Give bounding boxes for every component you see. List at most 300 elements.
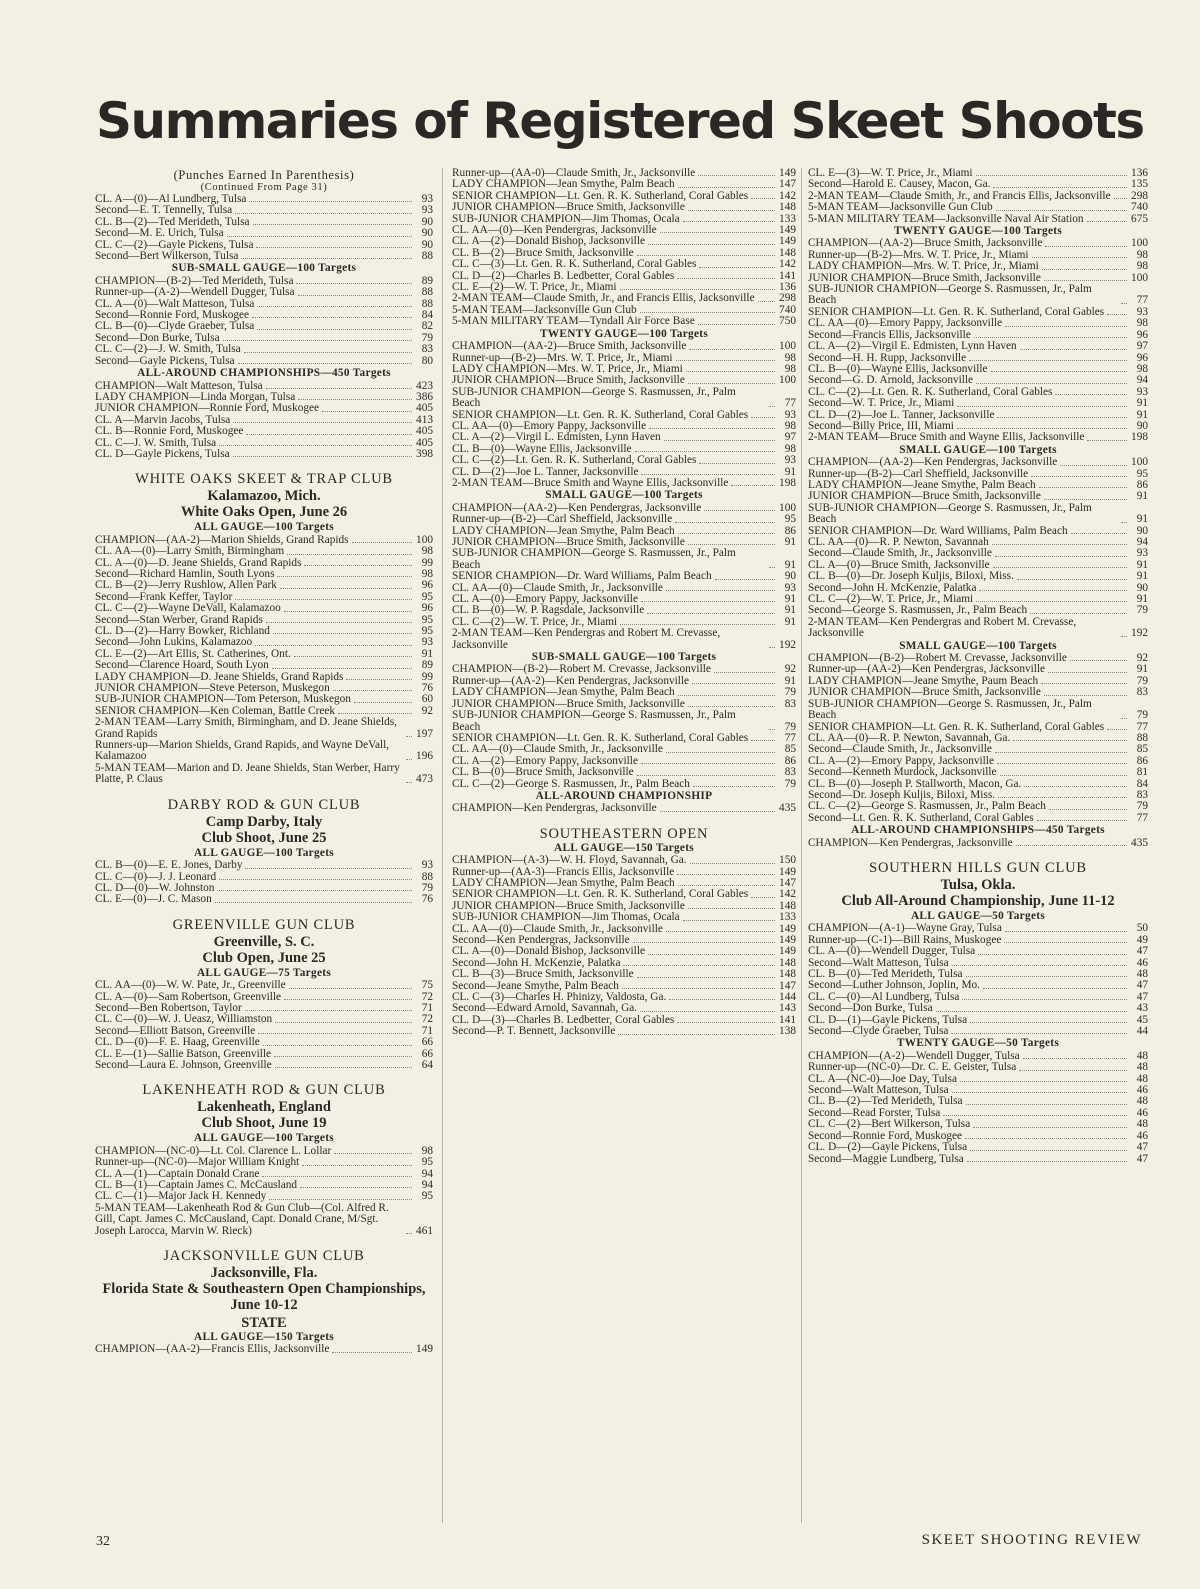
result-entry: SUB-JUNIOR CHAMPION—George S. Rasmussen, Jr., Palm Beach [808,283,1092,307]
dot-leader [1060,465,1127,466]
result-line [452,1026,796,1037]
result-line [808,946,1148,957]
score: 405 [416,425,433,438]
result-entry: Second—Elliott Batson, Greenville [95,1024,256,1037]
result-line [95,603,433,614]
event-heading: ALL GAUGE—100 Targets [194,846,334,859]
result-entry: Second—Claude Smith, Jr., Jacksonville [808,547,992,560]
result-entry: Second—Stan Werber, Grand Rapids [95,613,263,626]
dot-leader [406,759,412,760]
dot-leader [1032,257,1127,258]
result-line [452,316,796,327]
score: 100 [779,501,796,514]
dot-leader [664,440,775,441]
dot-leader [699,463,775,464]
result-line [808,261,1148,272]
result-entry: LADY CHAMPION—Mrs. W. T. Price, Jr., Miami [452,362,683,375]
result-entry: SENIOR CHAMPION—Lt. Gen. R. K. Sutherland, Coral Gables [452,408,749,421]
result-entry: CL. D—(0)—W. Johnston [95,881,215,894]
dot-leader [970,1150,1127,1151]
result-entry: SENIOR CHAMPION—Lt. Gen. R. K. Sutherland, Coral Gables [452,189,749,202]
score: 136 [779,281,796,294]
dot-leader [677,1022,775,1023]
result-entry: SUB-JUNIOR CHAMPION—Jim Thomas, Ocala [452,911,680,924]
result-entry: CL. A—(0)—Emory Pappy, Jacksonville [452,593,638,606]
result-entry: Runner-up—(AA-2)—Ken Pendergras, Jacksonville [808,663,1046,676]
result-line [95,546,433,557]
result-entry: CL. C—J. W. Smith, Tulsa [95,436,217,449]
score: 98 [421,545,433,558]
dot-leader [993,187,1127,188]
score: 76 [421,682,433,695]
result-entry: 2-MAN TEAM—Bruce Smith and Wayne Ellis, Jacksonville [808,431,1085,444]
score: 71 [421,1024,433,1037]
score: 91 [1136,593,1148,606]
score: 149 [779,235,796,248]
dot-leader [678,695,775,696]
score: 91 [1136,558,1148,571]
result-entry: 5-MAN TEAM—Jacksonville Gun Club [452,303,637,316]
result-line [95,740,433,763]
score: 72 [421,990,433,1003]
result-entry: CHAMPION—(B-2)—Robert M. Crevasse, Jacksonville [452,663,711,676]
score: 92 [784,663,796,676]
dot-leader [322,411,412,412]
score: 93 [784,408,796,421]
score: 143 [779,1002,796,1015]
score: 192 [1131,627,1148,640]
score: 100 [779,340,796,353]
result-entry: 2-MAN TEAM—Ken Pendergras and Robert M. Crevasse, Jacksonville [808,615,1077,640]
result-entry: JUNIOR CHAMPION—Ronnie Ford, Muskogee [95,402,320,415]
result-line [452,767,796,778]
dot-leader [298,399,412,400]
dot-leader [302,1165,412,1166]
dot-leader [666,590,775,591]
results-list [808,653,1148,824]
result-entry: CL. D—(2)—Joe L. Tanner, Jacksonville [808,408,995,421]
score: 197 [416,727,433,740]
score: 48 [1136,968,1148,980]
result-entry: CL. A—(2)—Donald Bishop, Jacksonville [452,235,645,248]
result-line [452,710,796,733]
dot-leader [346,679,412,680]
result-entry: CL. B—(0)—Bruce Smith, Jacksonville [452,766,634,779]
result-entry: CL. E—(2)—Art Ellis, St. Catherines, Ont. [95,647,291,660]
result-entry: CL. E—(2)—W. T. Price, Jr., Miami [452,281,617,294]
result-entry: Second—M. E. Urich, Tulsa [95,227,224,240]
results-list [95,276,433,367]
result-entry: CL. AA—(0)—Emory Pappy, Jacksonville [452,419,647,432]
results-list [95,980,433,1071]
score: 46 [1136,1106,1148,1119]
score: 94 [421,1167,433,1180]
result-line [95,287,433,298]
dot-leader [952,1092,1127,1093]
dot-leader [688,706,775,707]
result-entry: CL. A—(0)—Donald Bishop, Jacksonville [452,945,645,958]
club-name: SOUTHEASTERN OPEN [539,825,709,842]
column-1 [95,168,433,1356]
score: 83 [421,343,433,356]
result-entry: CL. AA—(0)—R. P. Newton, Savannah [808,536,989,548]
club-location: Lakenheath, England [197,1099,331,1116]
score: 148 [779,968,796,981]
dot-leader [1020,349,1127,350]
result-entry: CL. C—(2)—George S. Rasmussen, Jr., Palm Beach [452,777,690,790]
dot-leader [235,213,412,214]
dot-leader [235,599,412,600]
score: 66 [421,1047,433,1060]
result-line [452,687,796,698]
club-location: Jacksonville, Fla. [210,1265,318,1282]
result-entry: Second—G. D. Arnold, Jacksonville [808,374,974,387]
result-entry: Second—Edward Arnold, Savannah, Ga. [452,1002,638,1015]
event-heading: TWENTY GAUGE—100 Targets [893,225,1063,238]
result-line [452,375,796,386]
score: 95 [421,1190,433,1203]
result-entry: CHAMPION—Walt Matteson, Tulsa [95,379,263,392]
meet-title: Club Shoot, June 25 [201,829,327,846]
dot-leader [678,187,775,188]
dot-leader [648,244,775,245]
score: 98 [1136,260,1148,273]
score: 298 [779,292,796,305]
club-location: Tulsa, Okla. [940,876,1016,893]
score: 50 [1136,922,1148,935]
dot-leader [249,201,412,202]
result-line [452,478,796,489]
results-list [452,503,796,651]
score: 148 [779,956,796,969]
score: 96 [421,602,433,615]
dot-leader [698,175,775,176]
result-entry: Second—Read Forster, Tulsa [808,1106,941,1119]
score: 47 [1136,979,1148,992]
score: 423 [416,379,433,392]
dot-leader [637,255,775,256]
score: 95 [421,1156,433,1169]
result-line [808,398,1148,409]
result-entry: CL. B—(0)—Dr. Joseph Kuljis, Biloxi, Miss. [808,570,1014,583]
result-entry: CHAMPION—(A-1)—Wayne Gray, Tulsa [808,922,1002,935]
dot-leader [1121,303,1127,304]
score: 79 [1136,604,1148,617]
dot-leader [936,1011,1127,1012]
score: 386 [416,390,433,403]
dot-leader [769,406,775,407]
result-entry: CL. E—(3)—W. T. Price, Jr., Miami [808,168,973,179]
dot-leader [332,1352,412,1353]
result-entry: CL. D—(0)—F. E. Haag, Greenville [95,1036,260,1049]
event-heading: SMALL GAUGE—100 Targets [899,639,1057,652]
result-entry: CL. B—(0)—E. E. Jones, Darby [95,859,243,872]
score: 136 [1131,168,1148,179]
score: 100 [1131,237,1148,250]
result-entry: JUNIOR CHAMPION—Bruce Smith, Jacksonville [808,271,1041,284]
score: 91 [784,674,796,687]
result-line [808,1003,1148,1014]
result-line [95,980,433,991]
dot-leader [245,868,412,869]
result-entry: Runner-up—(AA-3)—Francis Ellis, Jacksonville [452,865,675,878]
dot-leader [751,198,775,199]
dot-leader [266,622,412,623]
result-entry: Runner-up—(A-2)—Wendell Dugger, Tulsa [95,286,295,299]
score: 49 [1136,933,1148,946]
dot-leader [219,445,412,446]
event-heading: ALL-AROUND CHAMPIONSHIP [535,789,713,802]
result-entry: Second—Ben Robertson, Taylor [95,1001,242,1014]
result-line [452,744,796,755]
score: 142 [779,189,796,202]
dot-leader [976,175,1127,176]
result-entry: CL. D—(2)—Harry Bowker, Richland [95,625,270,637]
score: 96 [421,579,433,592]
dot-leader [967,1161,1127,1162]
result-line [95,1060,433,1071]
score: 435 [779,802,796,815]
score: 77 [1136,294,1148,307]
result-entry: SENIOR CHAMPION—Ken Coleman, Battle Creek [95,704,336,717]
dot-leader [751,740,775,741]
results-list [95,860,433,906]
result-entry: Second—W. T. Price, Jr., Miami [808,397,955,410]
result-entry: 5-MAN TEAM—Lakenheath Rod & Gun Club—(Col. Alfred R. Gill, Capt. James C. McCausland, Capt. Donald Crane, M/Sgt. Joseph Larocca, Marvin W. Rieck) [95,1201,389,1237]
score: 147 [779,979,796,992]
score: 91 [784,615,796,628]
dot-leader [238,363,412,364]
dot-leader [623,965,775,966]
dot-leader [1071,533,1127,534]
result-line [95,426,433,437]
result-line [95,449,433,460]
page-title: Summaries of Registered Skeet Shoots [96,92,1144,150]
dot-leader [675,522,775,523]
result-entry: CL. B—(2)—Ted Merideth, Tulsa [808,1095,963,1108]
dot-leader [253,224,412,225]
result-entry: JUNIOR CHAMPION—Bruce Smith, Jacksonville [808,686,1041,699]
dot-leader [952,965,1127,966]
result-entry: Second—Ronnie Ford, Muskogee [95,309,250,322]
column-3 [808,168,1148,1165]
score: 98 [1136,362,1148,375]
score: 95 [784,513,796,526]
result-line [808,432,1148,443]
result-line [452,628,796,651]
score: 100 [1131,456,1148,469]
result-entry: Second—Clyde Graeber, Tulsa [808,1025,949,1038]
result-entry: Second—Bert Wilkerson, Tulsa [95,250,239,263]
score: 100 [779,374,796,387]
score: 82 [421,320,433,333]
score: 79 [1136,674,1148,687]
result-entry: CL. B—(2)—Ted Merideth, Tulsa [95,215,250,228]
result-line [95,1037,433,1048]
score: 46 [1136,1129,1148,1142]
dot-leader [979,590,1127,591]
dot-leader [298,295,412,296]
event-heading: ALL GAUGE—100 Targets [194,1132,334,1145]
score: 96 [1136,351,1148,364]
score: 47 [1136,945,1148,958]
column-divider [801,168,802,1523]
dot-leader [263,1045,412,1046]
result-entry: SENIOR CHAMPION—Lt. Gen. R. K. Sutherland, Coral Gables [808,720,1105,733]
results-list [808,838,1148,849]
meet-title: White Oaks Open, June 26 [180,504,348,521]
result-entry: CHAMPION—(AA-2)—Marion Shields, Grand Rapids [95,533,349,546]
result-entry: Runner-up—(NC-0)—Dr. C. E. Geister, Tulsa [808,1061,1017,1074]
result-entry: Runner-up—(AA-2)—Ken Pendergras, Jacksonville [452,674,690,687]
result-entry: SENIOR CHAMPION—Lt. Gen. R. K. Sutherland, Coral Gables [808,305,1105,318]
result-entry: CL. C—(3)—Charles H. Phinizy, Valdosta, Ga. [452,991,667,1004]
dot-leader [1044,499,1127,500]
result-entry: CL. A—(0)—Walt Matteson, Tulsa [95,297,255,310]
result-entry: CHAMPION—Ken Pendergras, Jacksonville [808,836,1013,849]
dot-leader [1005,931,1127,932]
dot-leader [1023,1058,1127,1059]
result-entry: Second—Harold E. Causey, Macon, Ga. [808,178,991,191]
score: 79 [421,881,433,894]
score: 198 [1131,431,1148,444]
score: 88 [1136,731,1148,744]
result-entry: CHAMPION—(NC-0)—Lt. Col. Clarence L. Lollar [95,1144,332,1157]
dot-leader [1000,775,1127,776]
result-line [95,717,433,740]
result-entry: LADY CHAMPION—Jean Smythe, Palm Beach [452,178,675,191]
dot-leader [1121,718,1127,719]
score: 84 [421,309,433,322]
result-entry: Second—Gayle Pickens, Tulsa [95,354,235,367]
dot-leader [1044,695,1127,696]
meet-title: Florida State & Southeastern Open Championships, June 10-12 [102,1281,426,1314]
dot-leader [269,1199,412,1200]
score: 93 [784,454,796,467]
dot-leader [635,451,776,452]
results-list [808,457,1148,640]
result-entry: Second—Laura E. Johnson, Greenville [95,1058,272,1071]
result-entry: CL. B—(3)—Bruce Smith, Jacksonville [452,968,634,981]
result-entry: CL. C—(0)—J. J. Leonard [95,870,217,883]
score: 91 [1136,490,1148,503]
score: 85 [784,743,796,756]
result-entry: CL. A—(2)—Virgil L. Edmisten, Lynn Haven [452,431,661,444]
result-entry: CL. D—(2)—Charles B. Ledbetter, Coral Gables [452,269,675,282]
result-entry: CL. D—Gayle Pickens, Tulsa [95,447,230,460]
result-entry: Runner-up—(NC-0)—Major William Knight [95,1156,300,1169]
result-entry: CHAMPION—(B-2)—Robert M. Crevasse, Jacksonville [808,652,1067,665]
dot-leader [669,999,775,1000]
dot-leader [769,567,775,568]
score: 91 [1136,663,1148,676]
result-line [808,767,1148,778]
dot-leader [641,763,775,764]
result-line [808,202,1148,213]
score: 77 [784,731,796,744]
result-entry: CL. B—(1)—Captain James C. McCausland [95,1179,298,1191]
dot-leader [660,232,775,233]
result-entry: LADY CHAMPION—Jean Smythe, Palm Beach [452,524,675,537]
dot-leader [676,360,775,361]
score: 95 [1136,467,1148,480]
dot-leader [688,383,775,384]
result-line [452,202,796,213]
result-entry: CL. C—(3)—Lt. Gen. R. K. Sutherland, Coral Gables [452,258,697,271]
result-entry: LADY CHAMPION—D. Jeane Shields, Grand Rapids [95,670,344,683]
results-list [808,238,1148,443]
result-entry: JUNIOR CHAMPION—Bruce Smith, Jacksonville [452,899,685,912]
dot-leader [1005,326,1127,327]
score: 79 [784,686,796,699]
club-location: Greenville, S. C. [213,933,315,950]
result-entry: 5-MAN TEAM—Jacksonville Gun Club [808,201,993,214]
dot-leader [1004,942,1127,943]
score: 90 [421,238,433,251]
result-entry: Second—Ken Pendergras, Jacksonville [452,934,630,946]
event-heading: ALL GAUGE—100 Targets [194,521,334,534]
dot-leader [241,258,412,259]
result-entry: Runner-up—(B-2)—Mrs. W. T. Price, Jr., Miami [452,351,673,364]
result-line [808,284,1148,307]
dot-leader [622,988,775,989]
event-heading: ALL-AROUND CHAMPIONSHIPS—450 Targets [851,824,1105,837]
result-entry: CL. B—(0)—W. P. Ragsdale, Jacksonville [452,604,645,617]
result-entry: CL. C—(2)—Gayle Pickens, Tulsa [95,238,254,251]
result-entry: CL. C—(2)—Lt. Gen. R. K. Sutherland, Coral Gables [808,385,1053,398]
result-line [808,1026,1148,1037]
score: 44 [1136,1025,1148,1038]
dot-leader [233,422,412,423]
score: 48 [1136,1118,1148,1131]
dot-leader [704,510,775,511]
result-line [95,860,433,871]
score: 76 [421,893,433,906]
score: 461 [416,1224,433,1237]
result-entry: LADY CHAMPION—Jean Smythe, Palm Beach [452,876,675,889]
score: 90 [1136,419,1148,432]
result-entry: JUNIOR CHAMPION—Bruce Smith, Jacksonville [808,490,1041,503]
score: 398 [416,447,433,460]
results-list [95,1146,433,1237]
result-line [452,855,796,866]
dot-leader [688,210,775,211]
result-entry: Runners-up—Marion Shields, Grand Rapids, and Wayne DeVall, Kalamazoo [95,739,390,763]
score: 47 [1136,1152,1148,1165]
result-line [95,344,433,355]
score: 192 [779,638,796,651]
dot-leader [1044,280,1127,281]
score: 148 [779,246,796,259]
result-entry: CL. C—(2)—Lt. Gen. R. K. Sutherland, Coral Gables [452,454,697,467]
result-entry: Second—Kenneth Murdock, Jacksonville [808,766,997,779]
result-entry: Second—Clarence Hoard, South Lyon [95,659,269,672]
result-entry: SUB-JUNIOR CHAMPION—George S. Rasmussen, Jr., Palm Beach [452,547,736,571]
score: 79 [784,777,796,790]
dot-leader [678,885,775,886]
score: 93 [784,581,796,594]
result-entry: Second—Don Burke, Tulsa [808,1002,933,1015]
result-entry: CHAMPION—(AA-2)—Bruce Smith, Jacksonville [452,340,687,353]
score: 198 [779,476,796,489]
result-entry: CL. A—(2)—Emory Pappy, Jacksonville [452,754,638,767]
dot-leader [1039,487,1127,488]
dot-leader [284,611,412,612]
score: 47 [1136,1141,1148,1154]
result-entry: Second—Jeane Smythe, Palm Beach [452,979,619,992]
dot-leader [223,340,412,341]
result-entry: CL. C—(2)—Bert Wilkerson, Tulsa [808,1118,971,1131]
